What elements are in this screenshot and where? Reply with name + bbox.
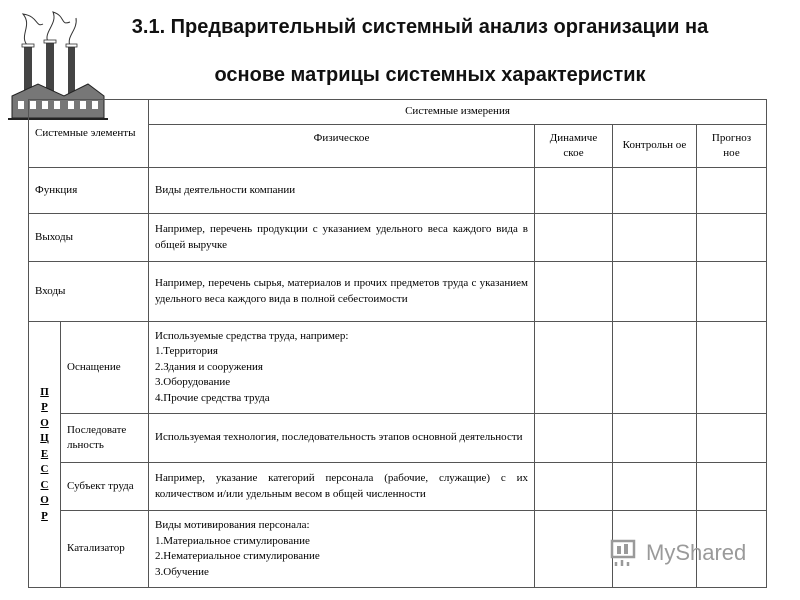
empty-cell <box>613 414 697 463</box>
myshared-logo-icon <box>610 538 640 568</box>
desc-line: Например, указание категорий персонала (рабочие, служащие) с их количеством и/или удельным весом в общей численности <box>155 472 528 500</box>
slide-title-line-2: основе матрицы системных характеристик <box>214 64 646 86</box>
row-element-outputs: Выходы <box>29 214 149 262</box>
row-desc <box>149 414 535 463</box>
row-desc <box>149 214 535 262</box>
desc-line: 2.Нематериальное стимулирование <box>155 550 320 562</box>
process-letter: С <box>40 478 49 491</box>
table-row <box>29 414 767 463</box>
column-physical: Физическое <box>149 125 535 168</box>
column-dynamic: Динамиче ское <box>535 125 613 168</box>
process-letter: О <box>40 416 49 429</box>
system-matrix-table <box>28 99 767 588</box>
table-row <box>29 463 767 511</box>
row-desc <box>149 511 535 588</box>
desc-line: 3.Обучение <box>155 565 209 578</box>
empty-cell <box>697 322 767 414</box>
empty-cell <box>535 262 613 322</box>
row-desc <box>149 168 535 214</box>
row-element-function: Функция <box>29 168 149 214</box>
desc-line: Например, перечень сырья, материалов и прочих предметов труда с указанием удельного веса каждого вида в полной себестоимости <box>155 277 528 305</box>
empty-cell <box>535 322 613 414</box>
column-forecast: Прогноз ное <box>697 125 767 168</box>
process-letter: Р <box>41 509 48 522</box>
empty-cell <box>697 214 767 262</box>
empty-cell <box>613 322 697 414</box>
process-letter: Ц <box>40 432 49 445</box>
row-element-sequence: Последовате льность <box>61 414 149 463</box>
process-label <box>29 322 61 588</box>
process-letter: Р <box>41 401 48 414</box>
desc-line: 3.Оборудование <box>155 376 231 389</box>
desc-line: Используемые средства труда, например: <box>155 329 349 342</box>
table-row <box>29 322 767 414</box>
watermark <box>610 536 770 572</box>
empty-cell <box>697 463 767 511</box>
empty-cell <box>535 214 613 262</box>
row-desc <box>149 322 535 414</box>
desc-line: Используемая технология, последовательность этапов основной деятельности <box>155 431 523 444</box>
process-letter: О <box>40 494 49 507</box>
empty-cell <box>613 168 697 214</box>
table-row <box>29 168 767 214</box>
empty-cell <box>697 262 767 322</box>
process-letter: Е <box>40 447 49 460</box>
column-control: Контрольн ое <box>613 125 697 168</box>
empty-cell <box>613 214 697 262</box>
empty-cell <box>535 463 613 511</box>
process-letter: П <box>40 385 49 398</box>
desc-line: 1.Материальное стимулирование <box>155 534 310 547</box>
desc-line: Виды мотивирования персонала: <box>155 519 310 531</box>
desc-line: 1.Территория <box>155 345 218 358</box>
row-element-labor-subject: Субъект труда <box>61 463 149 511</box>
desc-line: 4.Прочие средства труда <box>155 391 270 404</box>
row-element-equipment: Оснащение <box>61 322 149 414</box>
watermark-text: MyShared <box>646 540 747 565</box>
empty-cell <box>535 414 613 463</box>
empty-cell <box>535 511 613 588</box>
empty-cell <box>613 262 697 322</box>
empty-cell <box>613 463 697 511</box>
system-dimensions-header: Системные измерения <box>149 100 767 125</box>
desc-line: Например, перечень продукции с указанием удельного веса каждого вида в общей выручке <box>155 223 528 251</box>
system-elements-header: Системные элементы <box>29 100 149 168</box>
table-header-row <box>29 100 767 125</box>
slide-title-line-1: 3.1. Предварительный системный анализ организации на <box>131 16 709 38</box>
empty-cell <box>535 168 613 214</box>
empty-cell <box>697 414 767 463</box>
table-row <box>29 214 767 262</box>
table-row <box>29 262 767 322</box>
row-desc <box>149 262 535 322</box>
row-desc <box>149 463 535 511</box>
row-element-inputs: Входы <box>29 262 149 322</box>
empty-cell <box>697 168 767 214</box>
process-letter: С <box>40 463 49 476</box>
desc-line: Виды деятельности компании <box>155 183 296 196</box>
row-element-catalyst: Катализатор <box>61 511 149 588</box>
desc-line: 2.Здания и сооружения <box>155 360 263 373</box>
